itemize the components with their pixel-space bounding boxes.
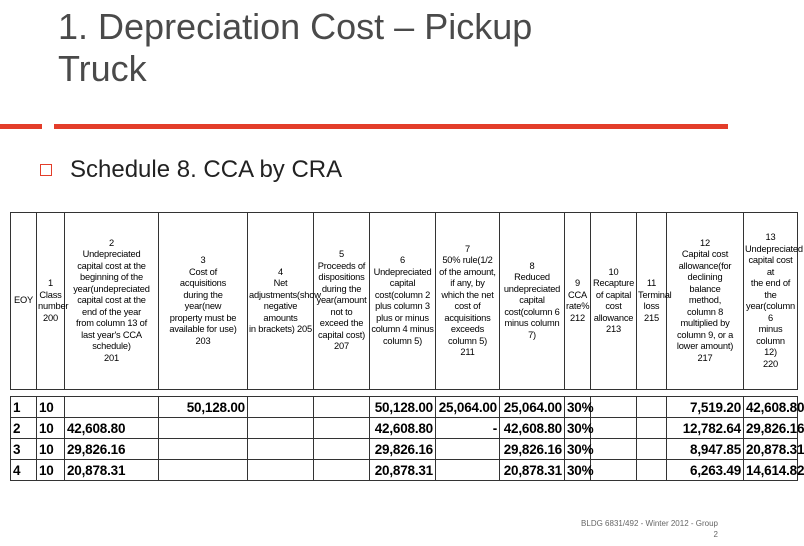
header-cell: 9 CCA rate% 212 [565,213,591,390]
slide-title-line-1: 1. Depreciation Cost – Pickup [58,6,533,47]
table-cell: 20,878.31 [744,439,798,460]
slide-title-line-2: Truck [58,48,147,89]
table-cell: 20,878.31 [65,460,159,481]
table-cell: 2 [11,418,37,439]
table-cell: 6,263.49 [667,460,744,481]
table-cell [248,418,314,439]
table-cell: 3 [11,439,37,460]
header-cell: 13 Undepreciated capital cost at the end of the year(column 6 minus column 12) 220 [744,213,798,390]
table-cell [248,460,314,481]
table-cell: 12,782.64 [667,418,744,439]
header-cell: 3 Cost of acquisitions during the year(new property must be available for use) 203 [159,213,248,390]
header-cell: 10 Recapture of capital cost allowance 213 [591,213,637,390]
table-cell: 42,608.80 [500,418,565,439]
table-cell [591,397,637,418]
table-cell: 42,608.80 [370,418,436,439]
table-cell [248,439,314,460]
bullet-text: Schedule 8. CCA by CRA [70,156,343,183]
table-cell [591,439,637,460]
header-cell: 11 Terminal loss 215 [637,213,667,390]
table-cell [637,418,667,439]
table-cell: 20,878.31 [500,460,565,481]
table-cell [436,439,500,460]
header-cell: 2 Undepreciated capital cost at the beginning of the year(undepreciated capital cost at the end of the year from column 13 of last year's CCA schedule) 201 [65,213,159,390]
table-cell: 42,608.80 [65,418,159,439]
slide-footer [581,518,718,540]
header-cell: 8 Reduced undepreciated capital cost(column 6 minus column 7) [500,213,565,390]
accent-bar-left [0,124,42,129]
table-cell [591,418,637,439]
slide-title [58,6,698,90]
table-row [11,439,798,460]
accent-bar-right [54,124,728,129]
table-cell [248,397,314,418]
header-cell: 4 Net adjustments(show negative amounts in brackets) 205 [248,213,314,390]
table-cell: 14,614.82 [744,460,798,481]
header-cell: 7 50% rule(1/2 of the amount, if any, by which the net cost of acquisitions exceeds column 5) 211 [436,213,500,390]
table-cell [314,418,370,439]
table-header-row [11,213,798,390]
table-row [11,460,798,481]
table-cell [637,460,667,481]
table-cell: 4 [11,460,37,481]
table-cell: 30% [565,418,591,439]
table-cell: 25,064.00 [436,397,500,418]
table-cell [436,460,500,481]
header-cell: 1 Class number 200 [37,213,65,390]
table-spacer-row [11,390,798,397]
table-cell: 10 [37,439,65,460]
table-cell: 8,947.85 [667,439,744,460]
table-cell: 29,826.16 [744,418,798,439]
bullet-item [40,156,342,184]
table-cell [159,460,248,481]
table-cell: 42,608.80 [744,397,798,418]
table-cell: 50,128.00 [370,397,436,418]
cca-schedule-table [10,212,804,481]
table-cell [637,397,667,418]
header-cell: 12 Capital cost allowance(for declining balance method, column 8 multiplied by column 9, or a lower amount) 217 [667,213,744,390]
table-cell [159,439,248,460]
table-cell: 29,826.16 [500,439,565,460]
table-cell: - [436,418,500,439]
table-row [11,418,798,439]
header-cell: 6 Undepreciated capital cost(column 2 plus column 3 plus or minus column 4 minus column 5) [370,213,436,390]
header-cell: EOY [11,213,37,390]
table-cell [314,439,370,460]
square-bullet-icon [40,164,52,176]
table-cell: 25,064.00 [500,397,565,418]
table-cell: 20,878.31 [370,460,436,481]
table-cell: 10 [37,418,65,439]
footer-page-number: 2 [713,530,718,539]
table-cell: 7,519.20 [667,397,744,418]
table-row [11,397,798,418]
table-cell: 30% [565,439,591,460]
table-cell: 50,128.00 [159,397,248,418]
header-cell: 5 Proceeds of dispositions during the year(amount not to exceed the capital cost) 207 [314,213,370,390]
table-cell: 29,826.16 [370,439,436,460]
footer-course: BLDG 6831/492 - Winter 2012 - Group [581,519,718,528]
table-cell: 10 [37,397,65,418]
table-cell [65,397,159,418]
table-cell [637,439,667,460]
table-cell [159,418,248,439]
table-cell [314,460,370,481]
table-cell: 10 [37,460,65,481]
table-cell [591,460,637,481]
table-cell: 30% [565,397,591,418]
table-cell [314,397,370,418]
table-cell: 1 [11,397,37,418]
table-cell: 30% [565,460,591,481]
table-cell: 29,826.16 [65,439,159,460]
